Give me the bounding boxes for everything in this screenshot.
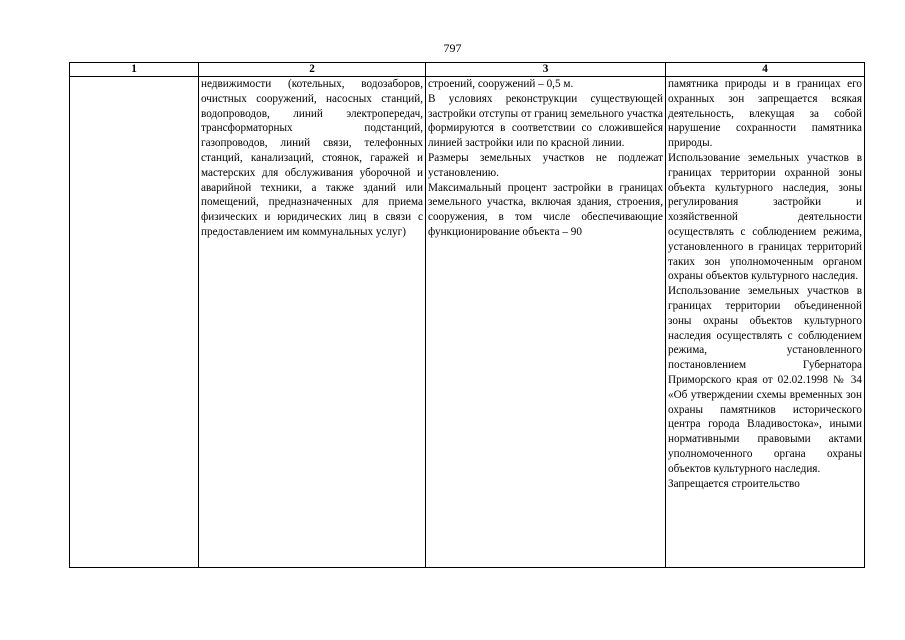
cell-col3 <box>426 77 666 568</box>
regulation-table <box>69 62 865 568</box>
col2-text: недвижимости (котельных, водозаборов, очистных сооружений, насосных станций, водопроводов, линий электропередач, трансформаторных подстанций, газопроводов, линий связи, телефонных станций, канализаций, стоянок, гаражей и мастерских для обслуживания уборочной и аварийной техники, а также зданий или помещений, предназначенных для приема физических и юридических лиц в связи с предоставлением им коммунальных услуг) <box>201 78 423 238</box>
cell-col1 <box>70 77 199 568</box>
cell-col2 <box>199 77 426 568</box>
column-header-1: 1 <box>70 63 199 77</box>
col4-paragraph: Запрещается строительство <box>668 477 800 490</box>
column-header-4: 4 <box>666 63 865 77</box>
col3-paragraph: Размеры земельных участков не подлежат установлению. <box>428 151 663 179</box>
header-row <box>70 63 865 77</box>
col4-paragraph: Использование земельных участков в границах территории охранной зоны объекта культурного наследия, зоны регулирования застройки и хозяйственной деятельности осуществлять с соблюдением режима, установленного в границах территорий таких зон уполномоченным органом охраны объектов культурного наследия. <box>668 151 862 283</box>
col4-paragraph: Использование земельных участков в границах территории объединенной зоны охраны объектов культурного наследия осуществлять с соблюдением режима, установленного постановлением Губернатора Приморского края от 02.02.1998 № 34 «Об утверждении схемы временных зон охраны памятников исторического центра города Владивостока», иными нормативными правовыми актами уполномоченного органа охраны объектов культурного наследия. <box>668 285 862 475</box>
col3-paragraph: строений, сооружений – 0,5 м. <box>428 78 574 90</box>
table-row <box>70 77 865 568</box>
col3-paragraph: Максимальный процент застройки в границах земельного участка, включая здания, строения, сооружения, в том числе обеспечивающие функционирование объекта – 90 <box>428 181 663 238</box>
column-header-3: 3 <box>426 63 666 77</box>
cell-col4 <box>666 77 865 568</box>
page-number: 797 <box>443 41 462 55</box>
col3-paragraph: В условиях реконструкции существующей застройки отступы от границ земельного участка формируются в соответствии со сложившейся линией застройки или по красной линии. <box>428 92 663 150</box>
column-header-2: 2 <box>199 63 426 77</box>
col4-paragraph: памятника природы и в границах его охранных зон запрещается всякая деятельность, влекущая за собой нарушение сохранности памятника природы. <box>668 78 862 150</box>
